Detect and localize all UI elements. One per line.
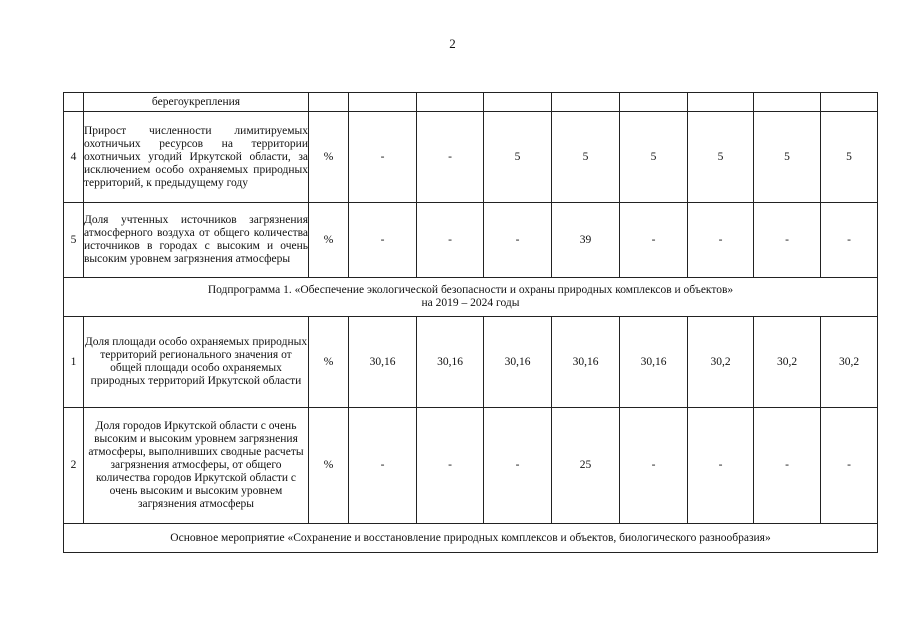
value-cell bbox=[417, 93, 484, 112]
value-cell: 25 bbox=[552, 408, 620, 524]
value-cell: - bbox=[620, 408, 688, 524]
section-row bbox=[64, 524, 878, 553]
value-cell: - bbox=[349, 203, 417, 278]
value-cell: - bbox=[484, 408, 552, 524]
value-cell bbox=[688, 93, 754, 112]
value-cell: - bbox=[620, 203, 688, 278]
value-cell bbox=[552, 93, 620, 112]
value-cell: - bbox=[349, 112, 417, 203]
value-cell: - bbox=[417, 112, 484, 203]
subprogram-heading bbox=[64, 278, 878, 317]
indicator-name: Прирост численности лимитируемых охотничьих ресурсов на территории охотничьих угодий Иркутской области, за исключением особо охраняемых природных территорий, к предыдущему году bbox=[84, 112, 309, 203]
value-cell bbox=[484, 93, 552, 112]
value-cell: - bbox=[417, 408, 484, 524]
row-number: 4 bbox=[64, 112, 84, 203]
table-row bbox=[64, 93, 878, 112]
value-cell bbox=[620, 93, 688, 112]
page-number: 2 bbox=[449, 36, 456, 51]
indicator-name: Доля городов Иркутской области с очень высоким и высоким уровнем загрязнения атмосферы, выполнивших сводные расчеты загрязнения атмосферы, от общего количества городов Иркутской области с очень высоким и высоким уровнем загрязнения атмосферы bbox=[84, 408, 309, 524]
indicators-table bbox=[63, 92, 878, 553]
row-number: 2 bbox=[64, 408, 84, 524]
unit-cell: % bbox=[309, 112, 349, 203]
value-cell: 30,16 bbox=[620, 317, 688, 408]
indicator-name: берегоукрепления bbox=[84, 93, 309, 112]
table-row bbox=[64, 317, 878, 408]
value-cell: - bbox=[688, 408, 754, 524]
value-cell: - bbox=[754, 203, 821, 278]
unit-cell: % bbox=[309, 317, 349, 408]
value-cell bbox=[754, 93, 821, 112]
indicator-name: Доля учтенных источников загрязнения атмосферного воздуха от общего количества источников в городах с высоким и очень высоким уровнем загрязнения атмосферы bbox=[84, 203, 309, 278]
value-cell: - bbox=[688, 203, 754, 278]
row-number: 1 bbox=[64, 317, 84, 408]
table-row bbox=[64, 203, 878, 278]
value-cell: 30,16 bbox=[484, 317, 552, 408]
row-number bbox=[64, 93, 84, 112]
value-cell: - bbox=[754, 408, 821, 524]
value-cell: 39 bbox=[552, 203, 620, 278]
subprogram-period: на 2019 – 2024 годы bbox=[421, 297, 520, 309]
value-cell bbox=[821, 93, 878, 112]
value-cell: 5 bbox=[552, 112, 620, 203]
value-cell: 5 bbox=[754, 112, 821, 203]
value-cell: - bbox=[417, 203, 484, 278]
value-cell: - bbox=[821, 203, 878, 278]
table-row bbox=[64, 408, 878, 524]
row-number: 5 bbox=[64, 203, 84, 278]
value-cell: 5 bbox=[688, 112, 754, 203]
unit-cell bbox=[309, 93, 349, 112]
main-event-heading: Основное мероприятие «Сохранение и восстановление природных комплексов и объектов, биологического разнообразия» bbox=[64, 524, 878, 553]
value-cell: 5 bbox=[620, 112, 688, 203]
value-cell: 5 bbox=[821, 112, 878, 203]
value-cell: - bbox=[349, 408, 417, 524]
indicator-name: Доля площади особо охраняемых природных территорий регионального значения от общей площади особо охраняемых природных территорий Иркутской области bbox=[84, 317, 309, 408]
value-cell: 30,16 bbox=[552, 317, 620, 408]
value-cell: - bbox=[821, 408, 878, 524]
section-row bbox=[64, 278, 878, 317]
value-cell: 30,2 bbox=[754, 317, 821, 408]
unit-cell: % bbox=[309, 408, 349, 524]
value-cell: 30,16 bbox=[417, 317, 484, 408]
value-cell: 5 bbox=[484, 112, 552, 203]
value-cell: 30,2 bbox=[688, 317, 754, 408]
value-cell: 30,2 bbox=[821, 317, 878, 408]
unit-cell: % bbox=[309, 203, 349, 278]
value-cell: 30,16 bbox=[349, 317, 417, 408]
value-cell bbox=[349, 93, 417, 112]
table-row bbox=[64, 112, 878, 203]
value-cell: - bbox=[484, 203, 552, 278]
subprogram-title: Подпрограмма 1. «Обеспечение экологической безопасности и охраны природных комплексов и объектов» bbox=[207, 284, 734, 296]
